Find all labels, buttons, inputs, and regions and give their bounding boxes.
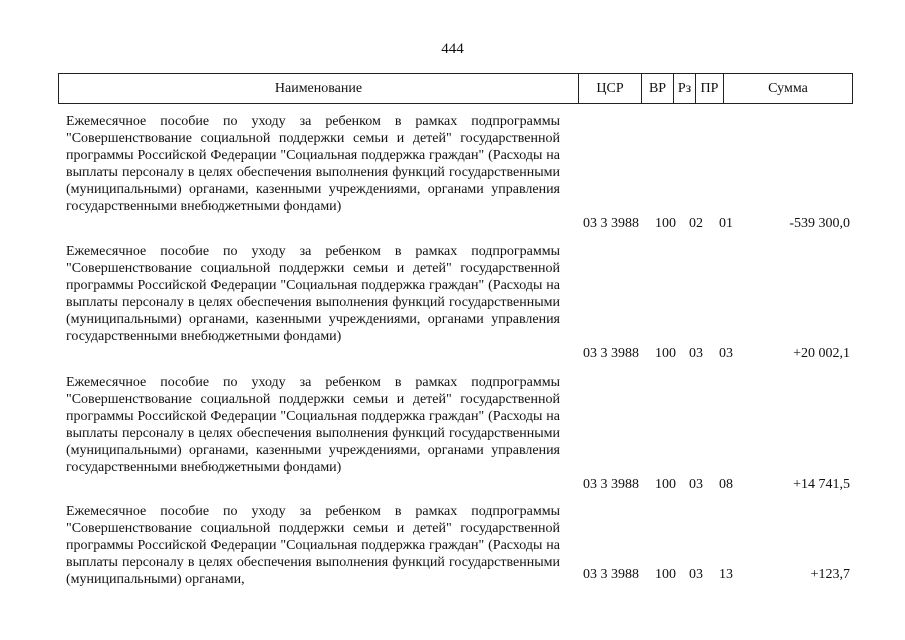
header-rz: Рз xyxy=(673,74,695,103)
row-csr: 03 3 3988 xyxy=(583,346,639,361)
row-rz: 03 xyxy=(689,567,703,582)
row-description: Ежемесячное пособие по уходу за ребенком в рамках подпрограммы "Совершенствование социальной поддержки семьи и детей" государственной программы Российской Федерации "Социальная поддержка граждан" (Расходы на выплаты персоналу в целях обеспечения выполнения функций государственными (муниципальными) органами, казенными учреждениями, органами управления государственными внебюджетными фондами) xyxy=(66,114,560,214)
row-sum: +123,7 xyxy=(810,567,850,582)
row-description: Ежемесячное пособие по уходу за ребенком в рамках подпрограммы "Совершенствование социальной поддержки семьи и детей" государственной программы Российской Федерации "Социальная поддержка граждан" (Расходы на выплаты персоналу в целях обеспечения выполнения функций государственными (муниципальными) органами, казенными учреждениями, органами управления государственными внебюджетными фондами) xyxy=(66,244,560,344)
header-pr: ПР xyxy=(695,74,723,103)
row-csr: 03 3 3988 xyxy=(583,567,639,582)
row-pr: 08 xyxy=(719,477,733,492)
row-rz: 03 xyxy=(689,346,703,361)
row-vr: 100 xyxy=(655,216,676,231)
row-pr: 01 xyxy=(719,216,733,231)
row-csr: 03 3 3988 xyxy=(583,216,639,231)
header-name: Наименование xyxy=(274,80,363,96)
row-sum: +14 741,5 xyxy=(793,477,850,492)
row-vr: 100 xyxy=(655,477,676,492)
row-vr: 100 xyxy=(655,567,676,582)
header-sum: Сумма xyxy=(723,74,852,103)
table-header xyxy=(58,73,853,104)
row-description: Ежемесячное пособие по уходу за ребенком в рамках подпрограммы "Совершенствование социальной поддержки семьи и детей" государственной программы Российской Федерации "Социальная поддержка граждан" (Расходы на выплаты персоналу в целях обеспечения выполнения функций государственными (муниципальными) органами, xyxy=(66,504,560,587)
header-csr: ЦСР xyxy=(578,74,641,103)
row-rz: 03 xyxy=(689,477,703,492)
row-vr: 100 xyxy=(655,346,676,361)
row-sum: +20 002,1 xyxy=(793,346,850,361)
row-csr: 03 3 3988 xyxy=(583,477,639,492)
row-rz: 02 xyxy=(689,216,703,231)
row-pr: 13 xyxy=(719,567,733,582)
page-number: 444 xyxy=(441,41,464,57)
header-vr: ВР xyxy=(641,74,673,103)
row-description: Ежемесячное пособие по уходу за ребенком в рамках подпрограммы "Совершенствование социальной поддержки семьи и детей" государственной программы Российской Федерации "Социальная поддержка граждан" (Расходы на выплаты персоналу в целях обеспечения выполнения функций государственными (муниципальными) органами, казенными учреждениями, органами управления государственными внебюджетными фондами) xyxy=(66,375,560,475)
row-sum: -539 300,0 xyxy=(789,216,850,231)
row-pr: 03 xyxy=(719,346,733,361)
